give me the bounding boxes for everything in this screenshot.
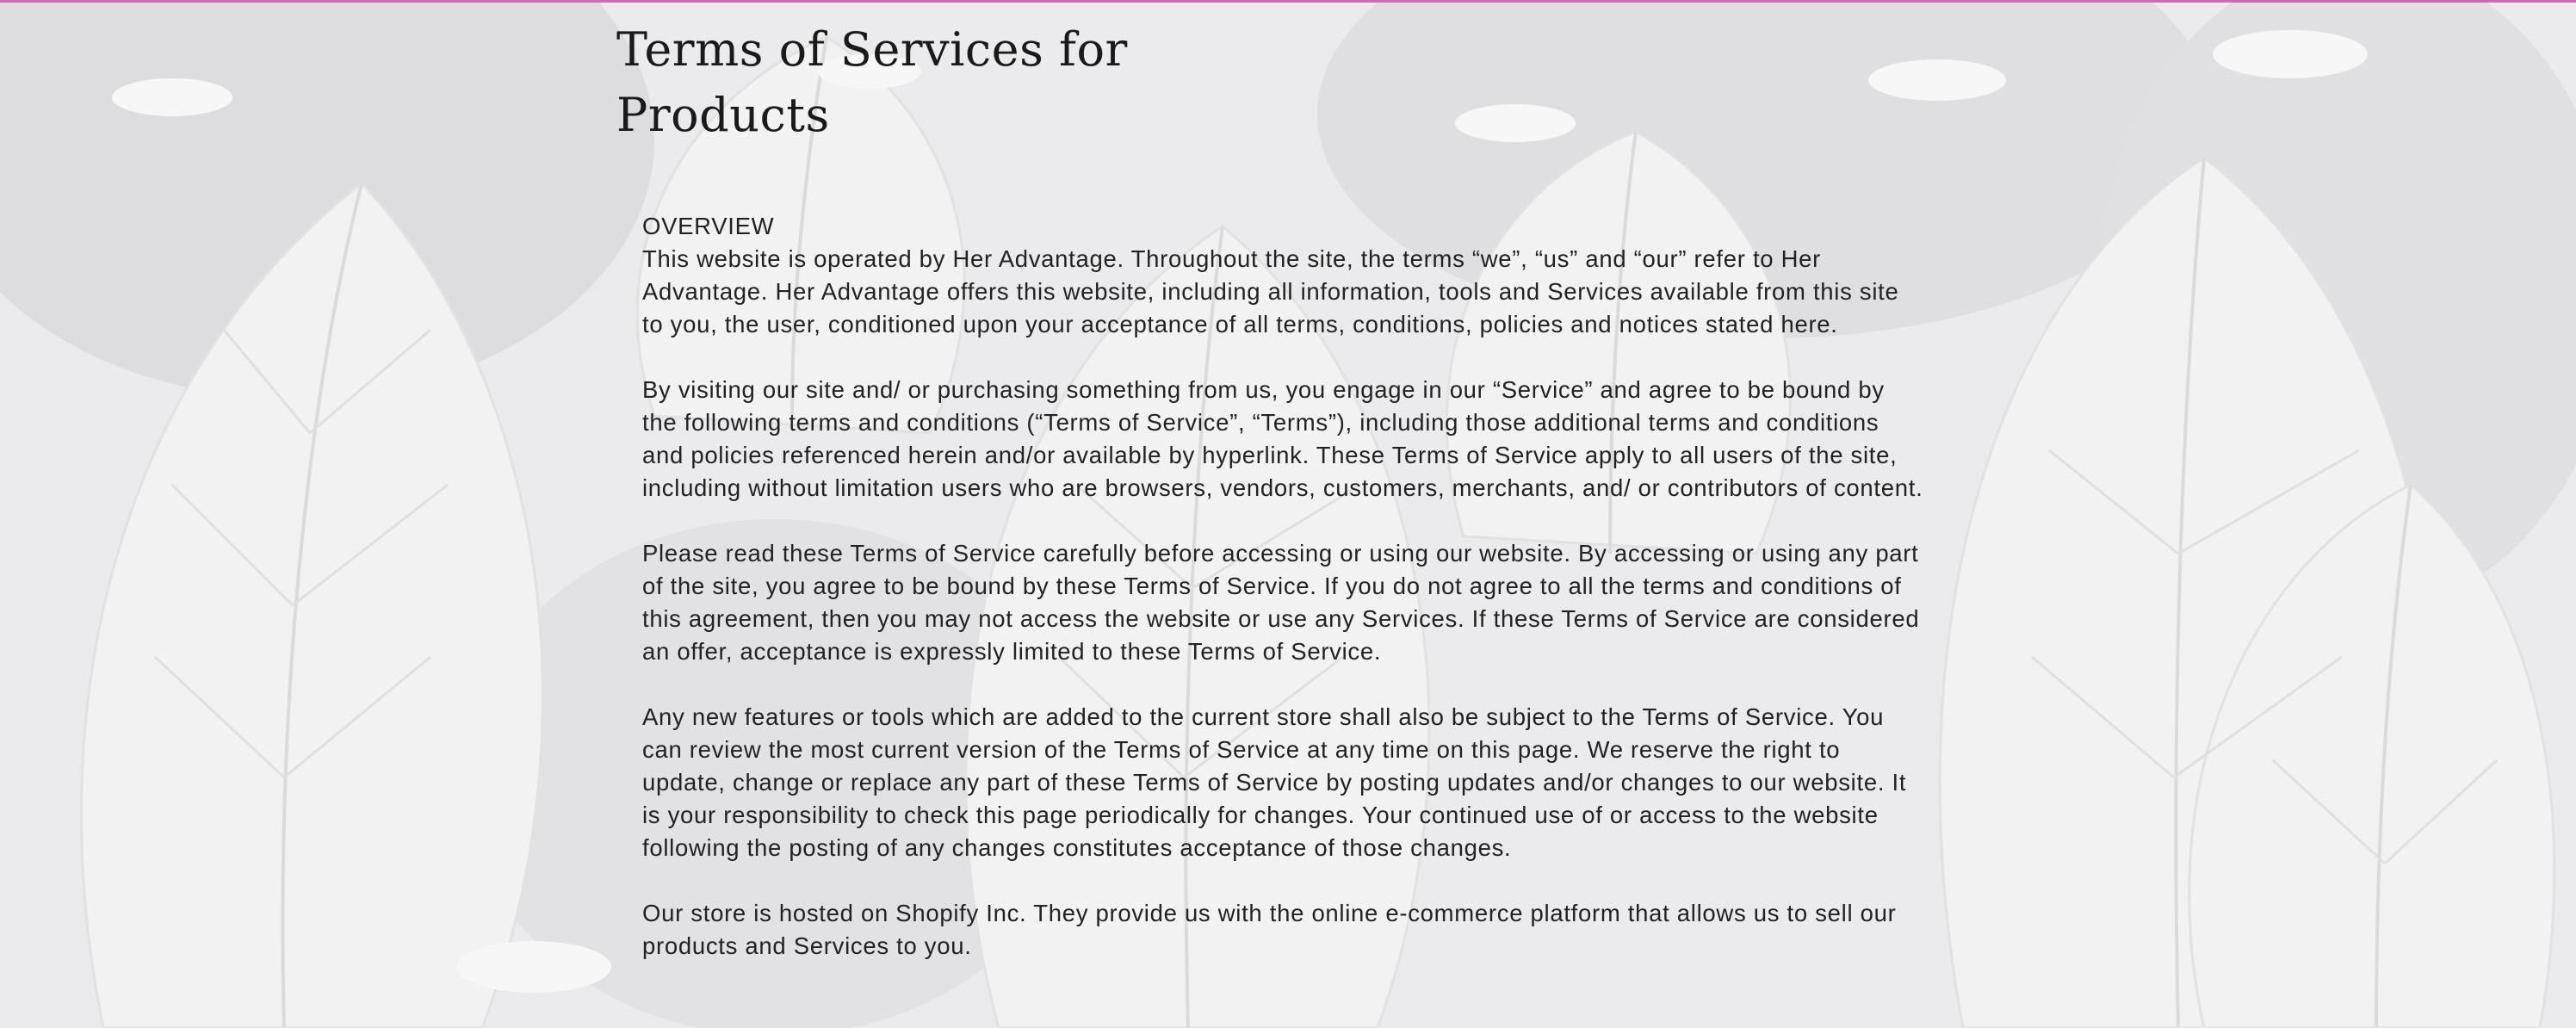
section-heading-overview: OVERVIEW [642, 213, 775, 239]
page-title: Terms of Services for Products [616, 22, 1128, 142]
paragraph-service-agreement: By visiting our site and/ or purchasing something from us, you engage in our “Service” and agree to be bound by the following terms and conditions (“Terms of Service”, “Terms”), including those additional terms and conditions and policies referenced herein and/or available by hyperlink. These Terms of Service apply to all users of the site, including without limitation users who are browsers, vendors, customers, merchants, and/ or contributors of content. [642, 376, 1923, 501]
terms-content [616, 17, 1925, 995]
paragraph-intro: This website is operated by Her Advantage. Throughout the site, the terms “we”, “us” and “our” refer to Her Advantage. Her Advantage offers this website, including all information, tools and Services available from this site to you, the user, conditioned upon your acceptance of all terms, conditions, policies and notices stated here. [642, 245, 1899, 338]
paragraph-read-terms: Please read these Terms of Service carefully before accessing or using our website. By accessing or using any part of the site, you agree to be bound by these Terms of Service. If you do not agree to all the terms and conditions of this agreement, then you may not access the website or use any Services. If these Terms of Service are considered an offer, acceptance is expressly limited to these Terms of Service. [642, 540, 1920, 665]
paragraph-new-features: Any new features or tools which are added to the current store shall also be subject to the Terms of Service. You can review the most current version of the Terms of Service at any time on this page. We reserve the right to update, change or replace any part of these Terms of Service by posting updates and/or changes to our website. It is your responsibility to check this page periodically for changes. Your continued use of or access to the website following the posting of any changes constitutes acceptance of those changes. [642, 703, 1907, 861]
paragraph-shopify-hosting: Our store is hosted on Shopify Inc. They provide us with the online e-commerce platform that allows us to sell our products and Services to you. [642, 900, 1897, 959]
terms-body [642, 210, 1925, 963]
